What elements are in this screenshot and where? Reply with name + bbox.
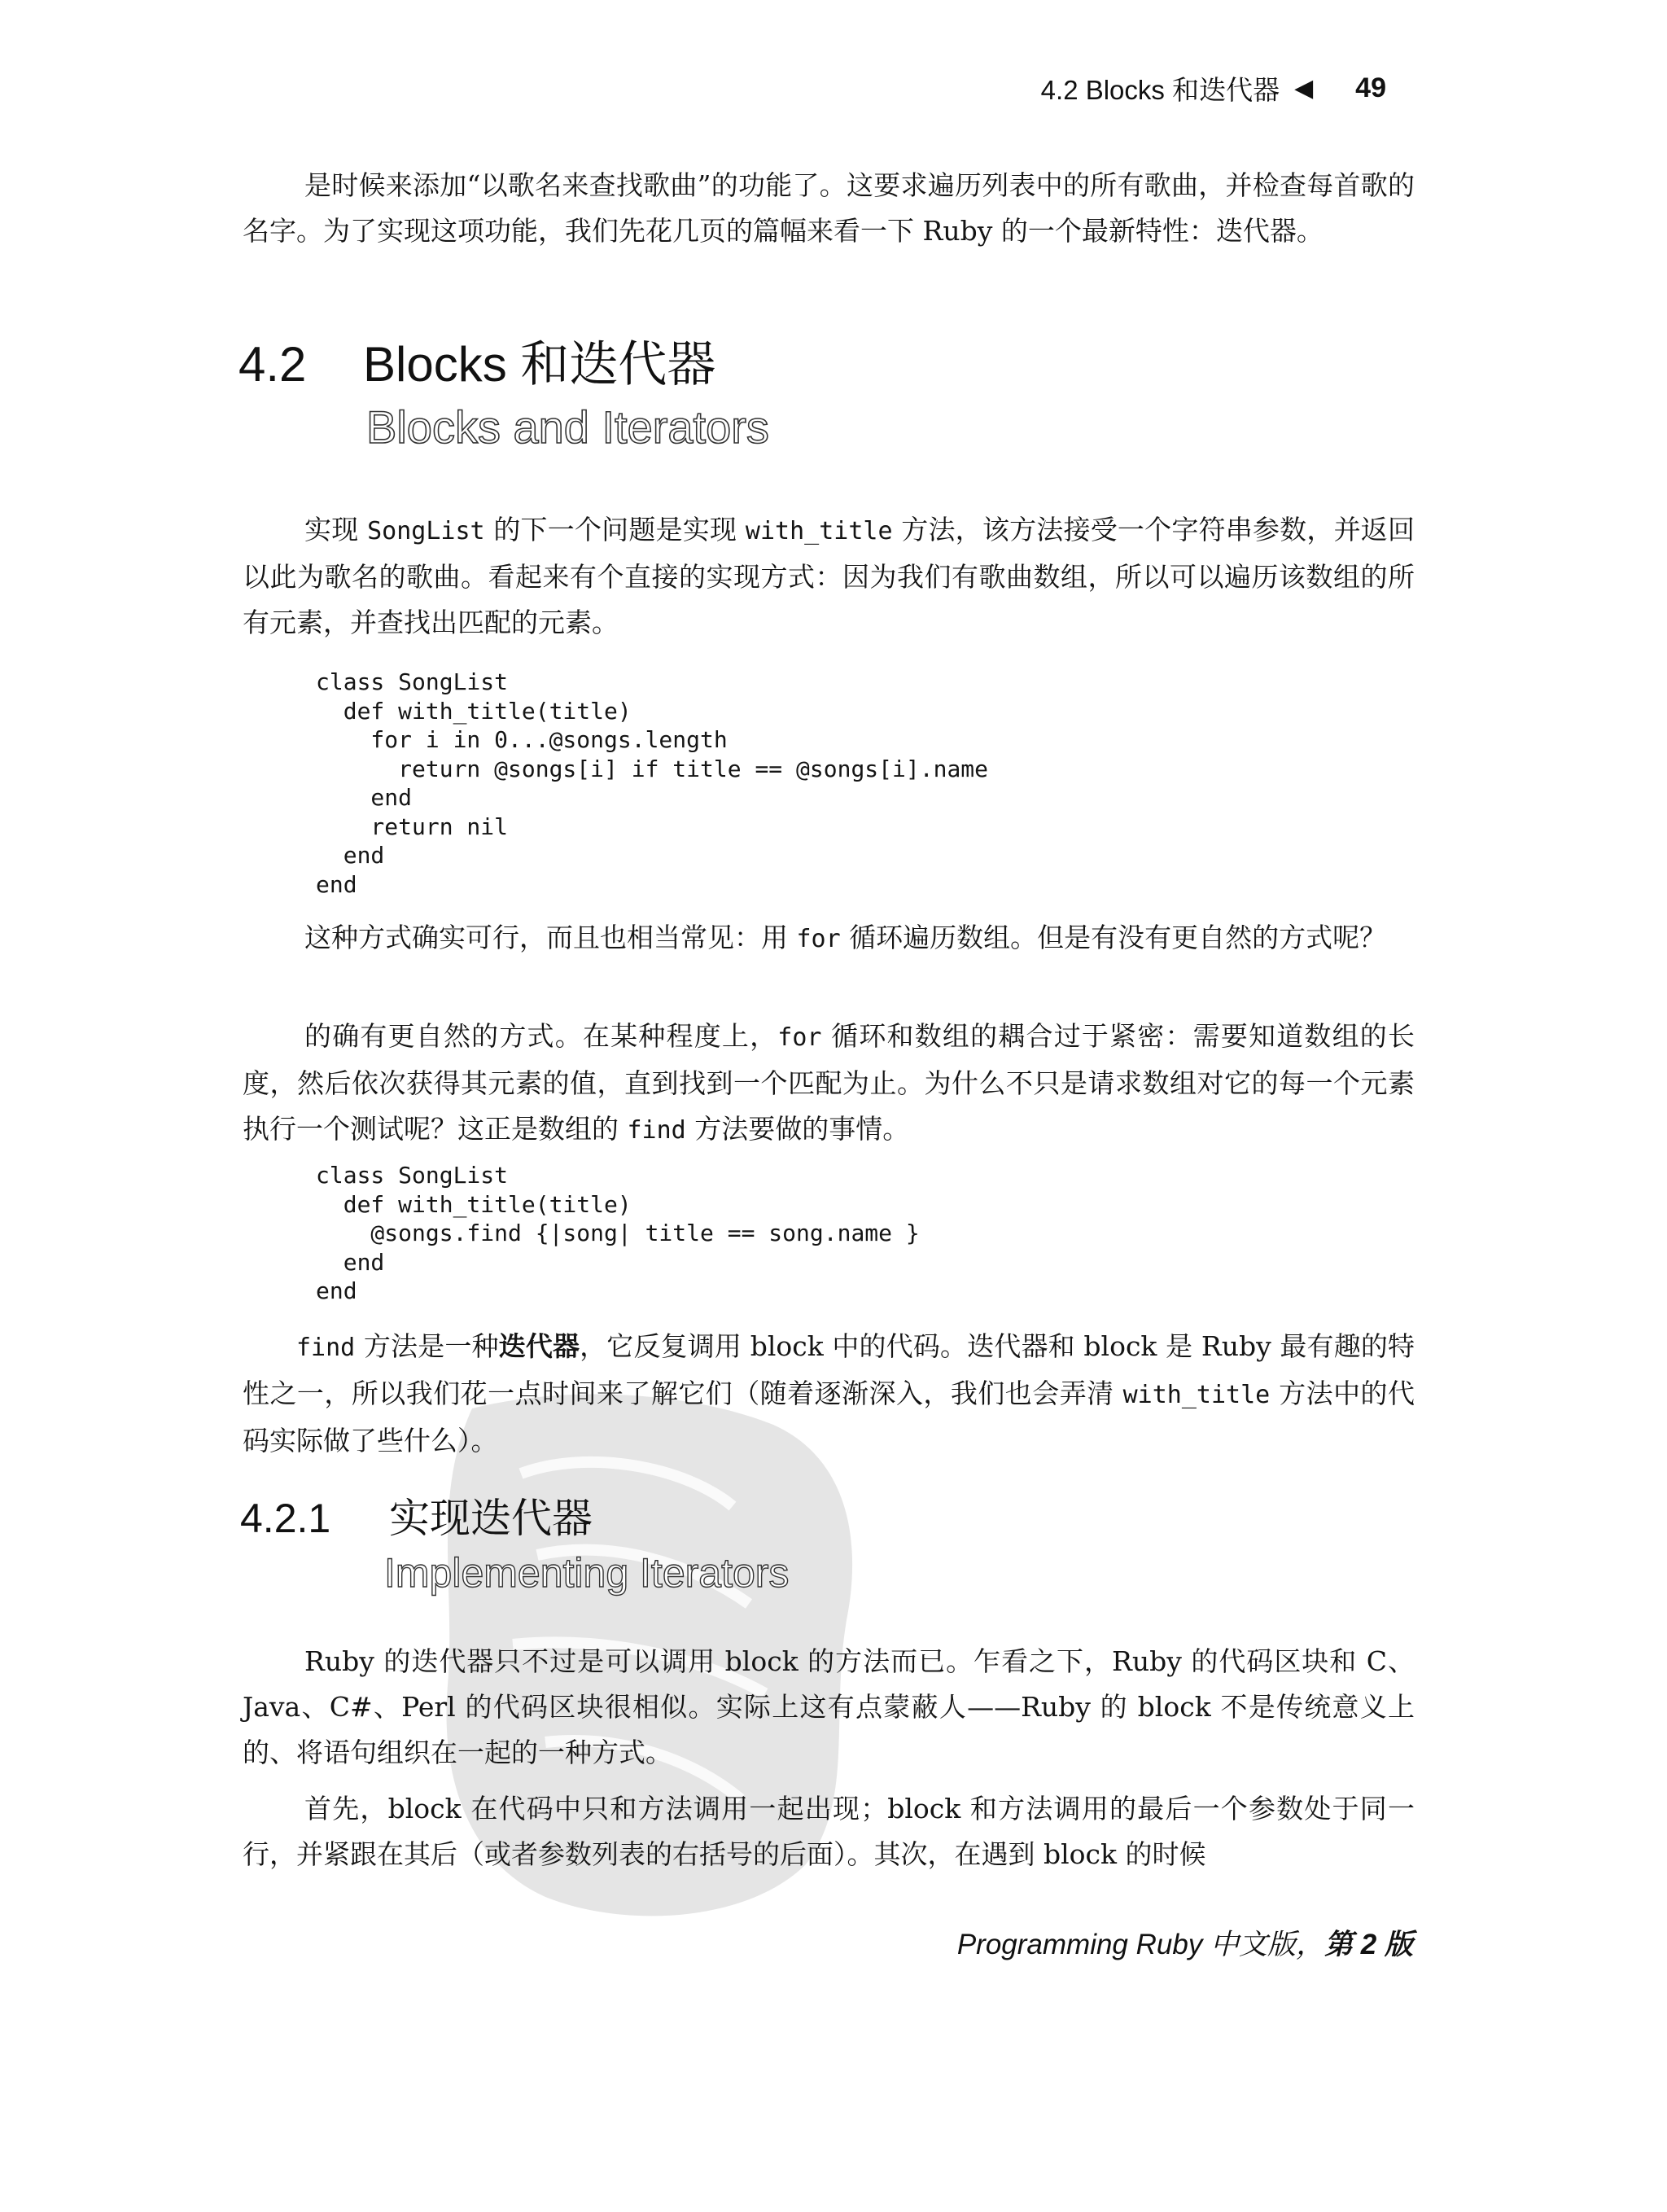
paragraph-2: 这种方式确实可行，而且也相当常见：用 for 循环遍历数组。但是有没有更自然的方式呢？ xyxy=(304,922,1387,953)
footer-book-title: Programming Ruby 中文版 xyxy=(956,1929,1297,1960)
footer-edition: 第 2 版 xyxy=(1324,1929,1413,1960)
inline-code: SongList xyxy=(367,517,485,545)
inline-code: with_title xyxy=(1122,1381,1271,1409)
paragraph-6: 首先，block 在代码中只和方法调用一起出现；block 和方法调用的最后一个参数处于同一行，并紧跟在其后（或者参数列表的右括号的后面）。其次，在遇到 block 的时候 xyxy=(243,1793,1415,1870)
running-head-section: 4.2 Blocks 和迭代器 xyxy=(1040,74,1280,105)
bold-term: 迭代器 xyxy=(498,1330,580,1362)
inline-code: for xyxy=(777,1023,822,1052)
section-title-english: Blocks and Iterators xyxy=(366,401,769,453)
section-number: 4.2 xyxy=(238,337,307,392)
paragraph-1: 实现 SongList 的下一个问题是实现 with_title 方法，该方法接受一个字符串参数，并返回以此为歌名的歌曲。看起来有个直接的实现方式：因为我们有歌曲数组，所以可以遍历该数组的所有元素，并查找出匹配的元素。 xyxy=(243,514,1415,638)
running-head xyxy=(1041,72,1386,104)
inline-code: with_title xyxy=(745,517,893,545)
page-number: 49 xyxy=(1355,72,1386,103)
code-block-1 xyxy=(316,668,988,899)
intro-paragraph: 是时候来添加“以歌名来查找歌曲”的功能了。这要求遍历列表中的所有歌曲，并检查每首歌的名字。为了实现这项功能，我们先花几页的篇幅来看一下 Ruby 的一个最新特性：迭代器。 xyxy=(243,169,1415,247)
code-listing: class SongList def with_title(title) for i in 0...@songs.length return @songs[i] if title == @songs[i].name end return nil end end xyxy=(316,668,989,898)
paragraph-3: 的确有更自然的方式。在某种程度上，for 循环和数组的耦合过于紧密：需要知道数组的长度，然后依次获得其元素的值，直到找到一个匹配为止。为什么不只是请求数组对它的每一个元素执行一个测试呢？这正是数组的 find 方法要做的事情。 xyxy=(243,1020,1415,1145)
inline-code: find xyxy=(627,1116,686,1145)
triangle-marker-icon: ◀ xyxy=(1294,74,1314,102)
page-footer: Programming Ruby 中文版，第 2 版 xyxy=(956,1929,1413,1960)
subsection-number: 4.2.1 xyxy=(240,1496,331,1541)
inline-code: find xyxy=(296,1334,356,1362)
paragraph-5: Ruby 的迭代器只不过是可以调用 block 的方法而已。乍看之下，Ruby 的代码区块和 C、Java、C#、Perl 的代码区块很相似。实际上这有点蒙蔽人——Ruby 的 block 不是传统意义上的、将语句组织在一起的一种方式。 xyxy=(243,1645,1415,1768)
code-listing: class SongList def with_title(title) @songs.find {|song| title == song.name } end end xyxy=(316,1162,920,1304)
code-block-2 xyxy=(316,1161,920,1306)
paragraph-4: find 方法是一种迭代器，它反复调用 block 中的代码。迭代器和 block 是 Ruby 最有趣的特性之一，所以我们花一点时间来了解它们（随着逐渐深入，我们也会弄清 with_title 方法中的代码实际做了些什么）。 xyxy=(243,1330,1415,1456)
section-title: Blocks 和迭代器 xyxy=(363,337,716,392)
inline-code: for xyxy=(796,925,841,953)
subsection-title-english: Implementing Iterators xyxy=(384,1550,790,1596)
subsection-title: 实现迭代器 xyxy=(389,1495,593,1542)
